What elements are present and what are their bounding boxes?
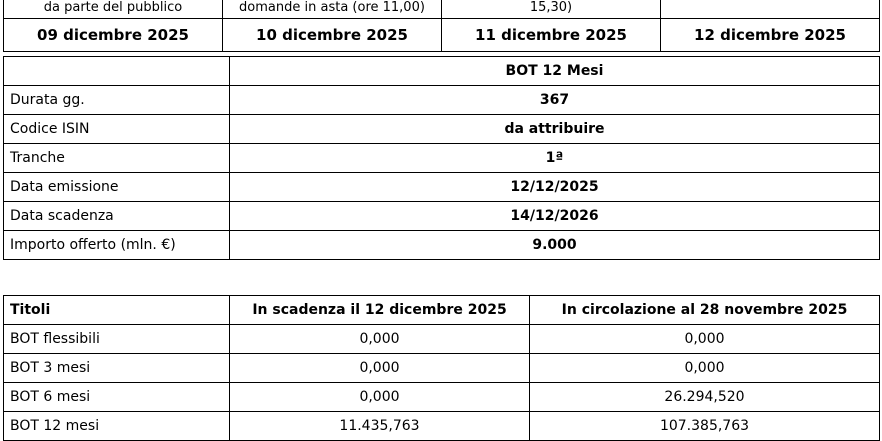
calendar-date: 12 dicembre 2025 (661, 19, 880, 52)
details-label: Tranche (4, 144, 230, 173)
holdings-title: BOT 6 mesi (4, 383, 230, 412)
calendar-cell-empty (661, 0, 880, 19)
holdings-expiring: 11.435,763 (230, 412, 530, 441)
holdings-expiring: 0,000 (230, 325, 530, 354)
details-value: da attribuire (230, 115, 880, 144)
holdings-row (4, 383, 880, 412)
holdings-row (4, 412, 880, 441)
calendar-date: 09 dicembre 2025 (4, 19, 223, 52)
details-row (4, 115, 880, 144)
holdings-expiring: 0,000 (230, 354, 530, 383)
holdings-header-outstanding: In circolazione al 28 novembre 2025 (530, 296, 880, 325)
calendar-top-row (4, 0, 880, 19)
holdings-outstanding: 0,000 (530, 325, 880, 354)
holdings-row (4, 325, 880, 354)
details-header-row (4, 57, 880, 86)
details-row (4, 202, 880, 231)
details-header-empty (4, 57, 230, 86)
holdings-header-expiring: In scadenza il 12 dicembre 2025 (230, 296, 530, 325)
auction-calendar-table (3, 0, 880, 52)
details-label: Codice ISIN (4, 115, 230, 144)
holdings-header-row (4, 296, 880, 325)
calendar-date: 10 dicembre 2025 (223, 19, 442, 52)
holdings-title: BOT 3 mesi (4, 354, 230, 383)
calendar-cell-time: 15,30) (442, 0, 661, 19)
details-label: Data emissione (4, 173, 230, 202)
details-value: 367 (230, 86, 880, 115)
details-value: 12/12/2025 (230, 173, 880, 202)
holdings-outstanding: 0,000 (530, 354, 880, 383)
holdings-outstanding: 26.294,520 (530, 383, 880, 412)
holdings-title: BOT 12 mesi (4, 412, 230, 441)
holdings-title: BOT flessibili (4, 325, 230, 354)
bot-details-table (3, 56, 880, 260)
details-row (4, 173, 880, 202)
details-value: 9.000 (230, 231, 880, 260)
details-value: 14/12/2026 (230, 202, 880, 231)
details-header-title: BOT 12 Mesi (230, 57, 880, 86)
details-label: Data scadenza (4, 202, 230, 231)
details-row (4, 144, 880, 173)
details-label: Durata gg. (4, 86, 230, 115)
holdings-outstanding: 107.385,763 (530, 412, 880, 441)
details-row (4, 86, 880, 115)
details-label: Importo offerto (mln. €) (4, 231, 230, 260)
calendar-dates-row (4, 19, 880, 52)
details-row (4, 231, 880, 260)
holdings-row (4, 354, 880, 383)
calendar-date: 11 dicembre 2025 (442, 19, 661, 52)
bot-holdings-table (3, 295, 880, 441)
holdings-header-title: Titoli (4, 296, 230, 325)
holdings-expiring: 0,000 (230, 383, 530, 412)
calendar-cell-auction-requests: domande in asta (ore 11,00) (223, 0, 442, 19)
details-value: 1ª (230, 144, 880, 173)
calendar-cell-public-requests: da parte del pubblico (4, 0, 223, 19)
